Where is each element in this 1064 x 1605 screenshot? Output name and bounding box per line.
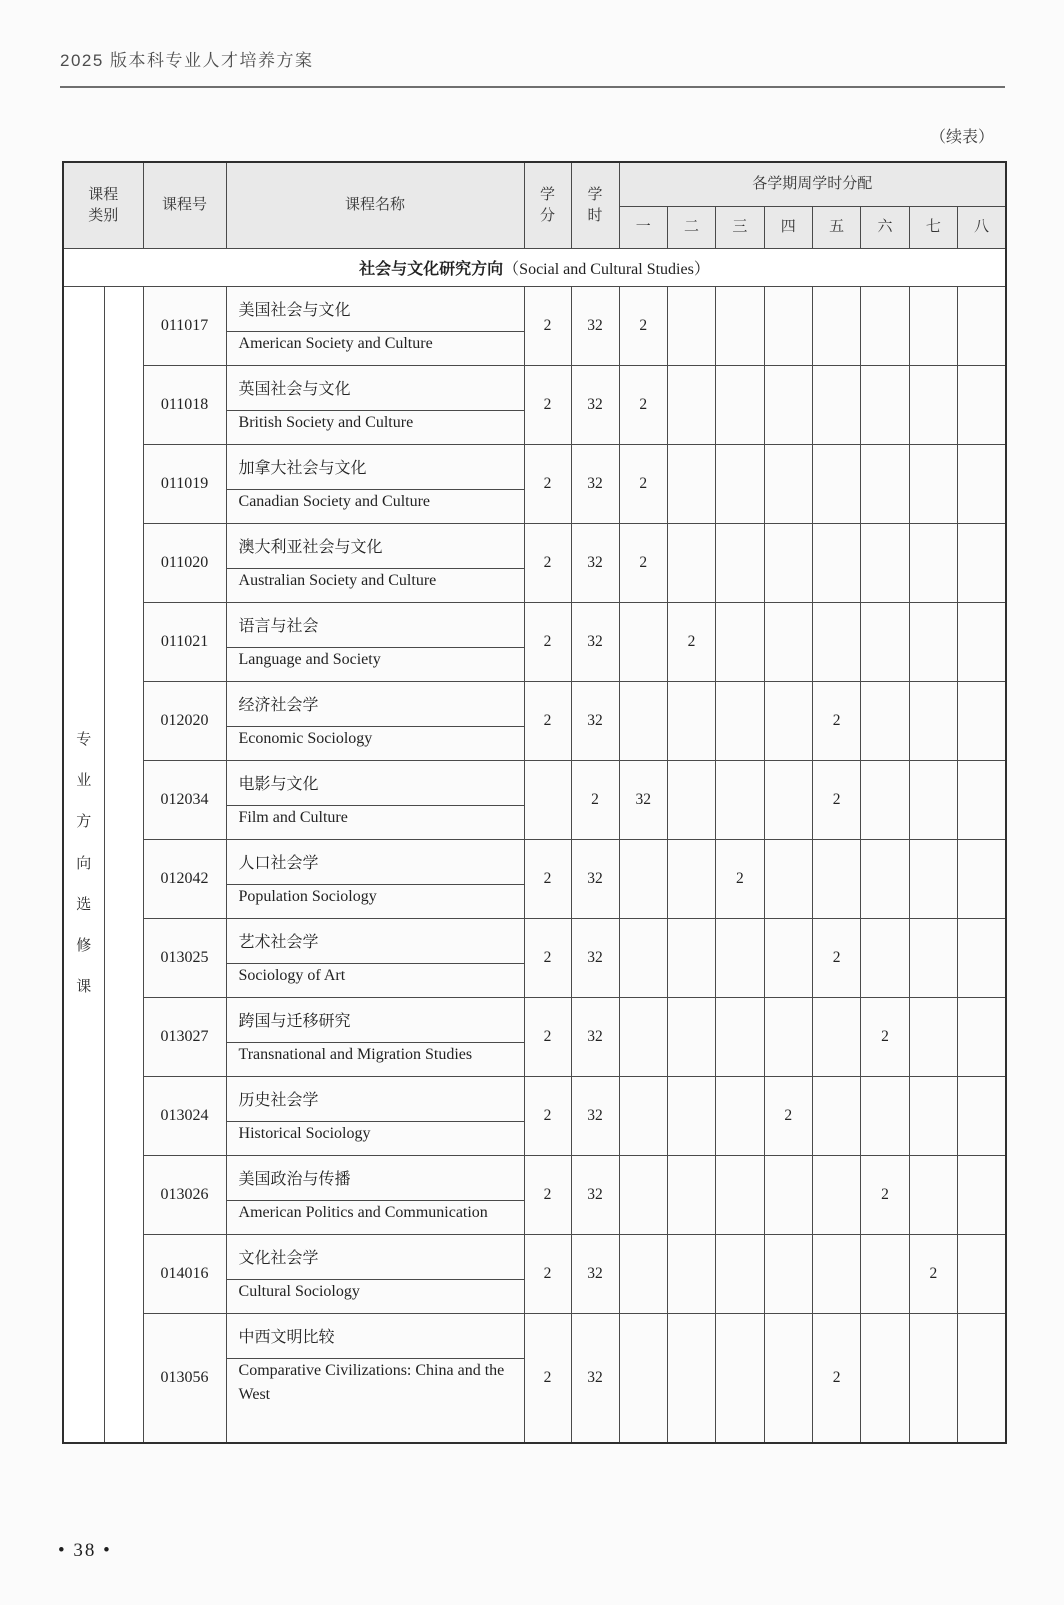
course-name [226, 602, 524, 681]
header-sem-4: 四 [764, 206, 812, 248]
course-name-en: Language and Society [238, 650, 381, 668]
table-row [63, 918, 1006, 997]
course-number: 012034 [143, 760, 226, 839]
header-course-name: 课程名称 [226, 162, 524, 248]
sem-4-value [764, 997, 812, 1076]
sem-4-value [764, 1313, 812, 1443]
table-row [63, 839, 1006, 918]
sem-2-value: 2 [667, 602, 715, 681]
sem-6-value [861, 681, 909, 760]
sem-7-value [909, 1313, 957, 1443]
course-category-vertical: 专业方向选修课 [63, 286, 104, 1443]
sem-2-value [667, 997, 715, 1076]
sem-5-value [812, 523, 860, 602]
course-number: 012042 [143, 839, 226, 918]
course-name-zh: 经济社会学 [227, 682, 524, 727]
sem-6-value [861, 1234, 909, 1313]
sem-1-value [619, 1313, 667, 1443]
header-hours: 学 时 [571, 162, 619, 248]
sem-5-value: 2 [812, 1313, 860, 1443]
sem-7-value [909, 365, 957, 444]
sem-1-value: 2 [619, 286, 667, 365]
sem-7-value [909, 444, 957, 523]
sem-8-value [958, 1155, 1006, 1234]
course-number: 014016 [143, 1234, 226, 1313]
course-name [226, 286, 524, 365]
hours-value: 32 [571, 286, 619, 365]
credits-value: 2 [524, 1155, 571, 1234]
course-name-en: Cultural Sociology [238, 1282, 360, 1300]
sem-6-value [861, 444, 909, 523]
table-row [63, 286, 1006, 365]
sem-1-value [619, 839, 667, 918]
sem-2-value [667, 365, 715, 444]
hours-value: 32 [571, 523, 619, 602]
header-course-number: 课程号 [143, 162, 226, 248]
hours-value: 32 [571, 365, 619, 444]
sem-4-value: 2 [764, 1076, 812, 1155]
sem-5-value: 2 [812, 681, 860, 760]
sem-8-value [958, 1313, 1006, 1443]
sem-3-value [716, 1076, 764, 1155]
table-row [63, 1076, 1006, 1155]
sem-4-value [764, 681, 812, 760]
sem-5-value [812, 997, 860, 1076]
sem-1-value [619, 681, 667, 760]
course-name [226, 365, 524, 444]
course-name-en: Australian Society and Culture [238, 571, 437, 589]
sem-4-value [764, 602, 812, 681]
sem-8-value [958, 681, 1006, 760]
sem-1-value [619, 1076, 667, 1155]
section-title-zh: 社会与文化研究方向 [359, 260, 504, 278]
sem-7-value: 2 [909, 1234, 957, 1313]
header-credits: 学 分 [524, 162, 571, 248]
sem-6-value [861, 286, 909, 365]
course-name-zh: 人口社会学 [227, 840, 524, 885]
credits-value: 2 [524, 523, 571, 602]
credits-value: 2 [524, 997, 571, 1076]
credits-value: 2 [524, 365, 571, 444]
credits-value: 2 [524, 839, 571, 918]
sem-6-value [861, 918, 909, 997]
sem-1-value [619, 997, 667, 1076]
course-name-zh: 文化社会学 [227, 1235, 524, 1280]
sem-8-value [958, 444, 1006, 523]
sem-6-value: 2 [861, 997, 909, 1076]
hours-value: 32 [571, 839, 619, 918]
course-name-zh: 澳大利亚社会与文化 [227, 524, 524, 569]
sem-3-value [716, 444, 764, 523]
credits-value: 2 [524, 444, 571, 523]
credits-value: 2 [524, 918, 571, 997]
sem-4-value [764, 444, 812, 523]
course-name-zh: 跨国与迁移研究 [227, 998, 524, 1043]
header-sem-3: 三 [716, 206, 764, 248]
sem-4-value [764, 365, 812, 444]
course-name [226, 1313, 524, 1443]
table-header-row-1 [63, 162, 1006, 206]
hours-value: 32 [571, 918, 619, 997]
credits-value: 2 [524, 681, 571, 760]
sem-8-value [958, 365, 1006, 444]
course-name-en: Historical Sociology [238, 1124, 371, 1142]
course-number: 011020 [143, 523, 226, 602]
course-name [226, 1234, 524, 1313]
course-number: 011017 [143, 286, 226, 365]
sem-1-value [619, 602, 667, 681]
section-title [63, 248, 1006, 286]
course-name [226, 1155, 524, 1234]
sem-7-value [909, 286, 957, 365]
course-name-zh: 中西文明比较 [227, 1314, 524, 1359]
sem-5-value: 2 [812, 760, 860, 839]
sem-2-value [667, 681, 715, 760]
sem-7-value [909, 1076, 957, 1155]
sem-8-value [958, 1234, 1006, 1313]
sem-6-value [861, 839, 909, 918]
sem-2-value [667, 286, 715, 365]
credits-value: 2 [524, 1076, 571, 1155]
sem-4-value [764, 918, 812, 997]
course-number: 013056 [143, 1313, 226, 1443]
header-sem-5: 五 [812, 206, 860, 248]
course-name-en: British Society and Culture [238, 413, 414, 431]
sem-1-value [619, 918, 667, 997]
sem-4-value [764, 523, 812, 602]
course-number: 012020 [143, 681, 226, 760]
hours-value: 32 [571, 1155, 619, 1234]
sem-6-value [861, 523, 909, 602]
course-name-en: Transnational and Migration Studies [238, 1045, 473, 1063]
table-row [63, 523, 1006, 602]
sem-3-value [716, 681, 764, 760]
course-name-zh: 美国社会与文化 [227, 287, 524, 332]
sem-3-value [716, 997, 764, 1076]
credits-value: 2 [524, 602, 571, 681]
sem-5-value [812, 602, 860, 681]
sem-3-value [716, 602, 764, 681]
table-row [63, 1313, 1006, 1443]
curriculum-table [62, 161, 1007, 1444]
sem-2-value [667, 1076, 715, 1155]
table-row [63, 1155, 1006, 1234]
table-row [63, 602, 1006, 681]
sem-8-value [958, 918, 1006, 997]
sem-3-value [716, 1313, 764, 1443]
sem-7-value [909, 602, 957, 681]
course-number: 013027 [143, 997, 226, 1076]
sem-1-value: 32 [619, 760, 667, 839]
sem-6-value [861, 602, 909, 681]
header-sem-8: 八 [958, 206, 1006, 248]
sem-4-value [764, 1155, 812, 1234]
sem-3-value [716, 286, 764, 365]
sem-7-value [909, 918, 957, 997]
course-name-en: Film and Culture [238, 808, 348, 826]
sem-1-value: 2 [619, 523, 667, 602]
credits-value: 2 [524, 1234, 571, 1313]
course-name-en: Canadian Society and Culture [238, 492, 431, 510]
section-title-en: （Social and Cultural Studies） [503, 260, 710, 278]
sem-3-value [716, 365, 764, 444]
sem-8-value [958, 523, 1006, 602]
sem-2-value [667, 1234, 715, 1313]
sem-2-value [667, 760, 715, 839]
sem-7-value [909, 839, 957, 918]
sem-3-value [716, 1234, 764, 1313]
sem-7-value [909, 1155, 957, 1234]
hours-value: 32 [571, 1076, 619, 1155]
sem-8-value [958, 839, 1006, 918]
sem-5-value [812, 444, 860, 523]
sem-8-value [958, 286, 1006, 365]
sem-7-value [909, 523, 957, 602]
course-name-zh: 加拿大社会与文化 [227, 445, 524, 490]
sem-8-value [958, 602, 1006, 681]
header-sem-1: 一 [619, 206, 667, 248]
course-name [226, 444, 524, 523]
credits-value [524, 760, 571, 839]
course-name-en: American Society and Culture [238, 334, 433, 352]
page-title: 2025 版本科专业人才培养方案 [60, 51, 314, 70]
course-number: 011018 [143, 365, 226, 444]
sem-1-value: 2 [619, 444, 667, 523]
sem-4-value [764, 839, 812, 918]
sem-1-value [619, 1155, 667, 1234]
sem-8-value [958, 760, 1006, 839]
course-name-zh: 艺术社会学 [227, 919, 524, 964]
table-row [63, 997, 1006, 1076]
section-title-row [63, 248, 1006, 286]
course-number: 013024 [143, 1076, 226, 1155]
hours-value: 32 [571, 444, 619, 523]
sem-5-value: 2 [812, 918, 860, 997]
sem-3-value [716, 523, 764, 602]
hours-value: 32 [571, 1234, 619, 1313]
sem-6-value: 2 [861, 1155, 909, 1234]
table-row [63, 760, 1006, 839]
course-name [226, 997, 524, 1076]
header-sem-7: 七 [909, 206, 957, 248]
header-sem-2: 二 [667, 206, 715, 248]
sem-3-value [716, 1155, 764, 1234]
course-name-en: Comparative Civilizations: China and the West [238, 1361, 505, 1404]
sem-2-value [667, 918, 715, 997]
course-name-zh: 电影与文化 [227, 761, 524, 806]
continued-table-note: （续表） [929, 129, 994, 146]
course-name-en: American Politics and Communication [238, 1203, 488, 1221]
hours-value: 32 [571, 602, 619, 681]
hours-value: 32 [571, 681, 619, 760]
header-divider [60, 86, 1005, 88]
sem-7-value [909, 681, 957, 760]
sem-2-value [667, 1313, 715, 1443]
hours-value: 32 [571, 1313, 619, 1443]
course-name-en: Economic Sociology [238, 729, 373, 747]
course-name-en: Population Sociology [238, 887, 377, 905]
sem-5-value [812, 1234, 860, 1313]
sem-5-value [812, 839, 860, 918]
course-name [226, 523, 524, 602]
sem-3-value [716, 760, 764, 839]
table-row [63, 444, 1006, 523]
table-row [63, 1234, 1006, 1313]
header-course-category: 课程 类别 [63, 162, 143, 248]
course-name [226, 1076, 524, 1155]
course-number: 011019 [143, 444, 226, 523]
hours-value: 32 [571, 997, 619, 1076]
sem-6-value [861, 1313, 909, 1443]
course-name-zh: 英国社会与文化 [227, 366, 524, 411]
sem-7-value [909, 760, 957, 839]
credits-value: 2 [524, 286, 571, 365]
course-name [226, 760, 524, 839]
table-row [63, 681, 1006, 760]
sem-2-value [667, 523, 715, 602]
sem-5-value [812, 1076, 860, 1155]
sem-4-value [764, 286, 812, 365]
sem-6-value [861, 760, 909, 839]
course-category-spacer [104, 286, 143, 1443]
sem-1-value [619, 1234, 667, 1313]
header-sem-6: 六 [861, 206, 909, 248]
course-number: 011021 [143, 602, 226, 681]
sem-6-value [861, 365, 909, 444]
course-name [226, 918, 524, 997]
sem-4-value [764, 1234, 812, 1313]
sem-7-value [909, 997, 957, 1076]
sem-3-value: 2 [716, 839, 764, 918]
course-number: 013026 [143, 1155, 226, 1234]
header-semester-group: 各学期周学时分配 [619, 162, 1006, 206]
sem-2-value [667, 444, 715, 523]
sem-1-value: 2 [619, 365, 667, 444]
course-name-zh: 历史社会学 [227, 1077, 524, 1122]
course-number: 013025 [143, 918, 226, 997]
course-name-zh: 语言与社会 [227, 603, 524, 648]
sem-4-value [764, 760, 812, 839]
sem-8-value [958, 1076, 1006, 1155]
page-number: • 38 • [58, 1540, 112, 1561]
credits-value: 2 [524, 1313, 571, 1443]
course-name-en: Sociology of Art [238, 966, 346, 984]
sem-5-value [812, 1155, 860, 1234]
course-name-zh: 美国政治与传播 [227, 1156, 524, 1201]
sem-5-value [812, 365, 860, 444]
sem-5-value [812, 286, 860, 365]
sem-2-value [667, 1155, 715, 1234]
sem-2-value [667, 839, 715, 918]
course-name [226, 681, 524, 760]
hours-value: 2 [571, 760, 619, 839]
sem-3-value [716, 918, 764, 997]
table-row [63, 365, 1006, 444]
sem-8-value [958, 997, 1006, 1076]
sem-6-value [861, 1076, 909, 1155]
course-name [226, 839, 524, 918]
